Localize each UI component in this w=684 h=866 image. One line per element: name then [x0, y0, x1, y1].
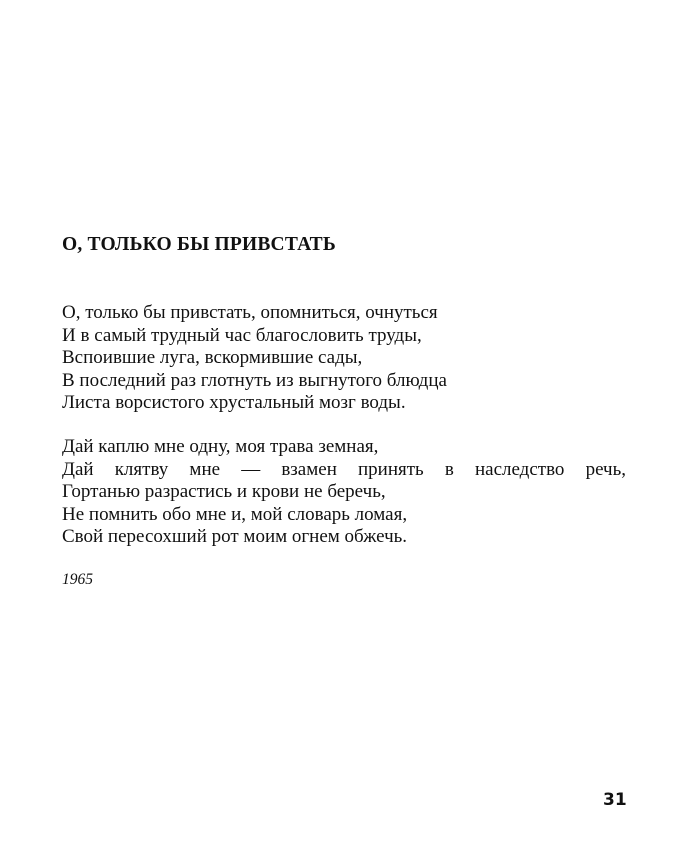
poem-line: Свой пересохший рот моим огнем обжечь. [62, 526, 408, 548]
stanza-1 [62, 302, 447, 415]
poem-date: 1965 [62, 571, 93, 588]
poem-title: О, ТОЛЬКО БЫ ПРИВСТАТЬ [62, 234, 336, 255]
poem-line: Вспоившие луга, вскормившие сады, [62, 347, 363, 369]
poem-line: Гортанью разрастись и крови не беречь, [62, 481, 386, 503]
poem-line: Листа ворсистого хрустальный мозг воды. [62, 392, 406, 414]
poem-line: И в самый трудный час благословить труды, [62, 324, 422, 346]
poem-line: В последний раз глотнуть из выгнутого блюдца [62, 369, 447, 391]
stanza-2 [62, 436, 626, 549]
poem-line: О, только бы привстать, опомниться, очнуться [62, 302, 438, 323]
poem-line: Дай каплю мне одну, моя трава земная, [62, 436, 379, 457]
poem-line: Не помнить обо мне и, мой словарь ломая, [62, 503, 408, 525]
poem-line: Дай клятву мне — взамен принять в наследство речь, [62, 458, 626, 480]
page-number: 31 [603, 790, 627, 810]
